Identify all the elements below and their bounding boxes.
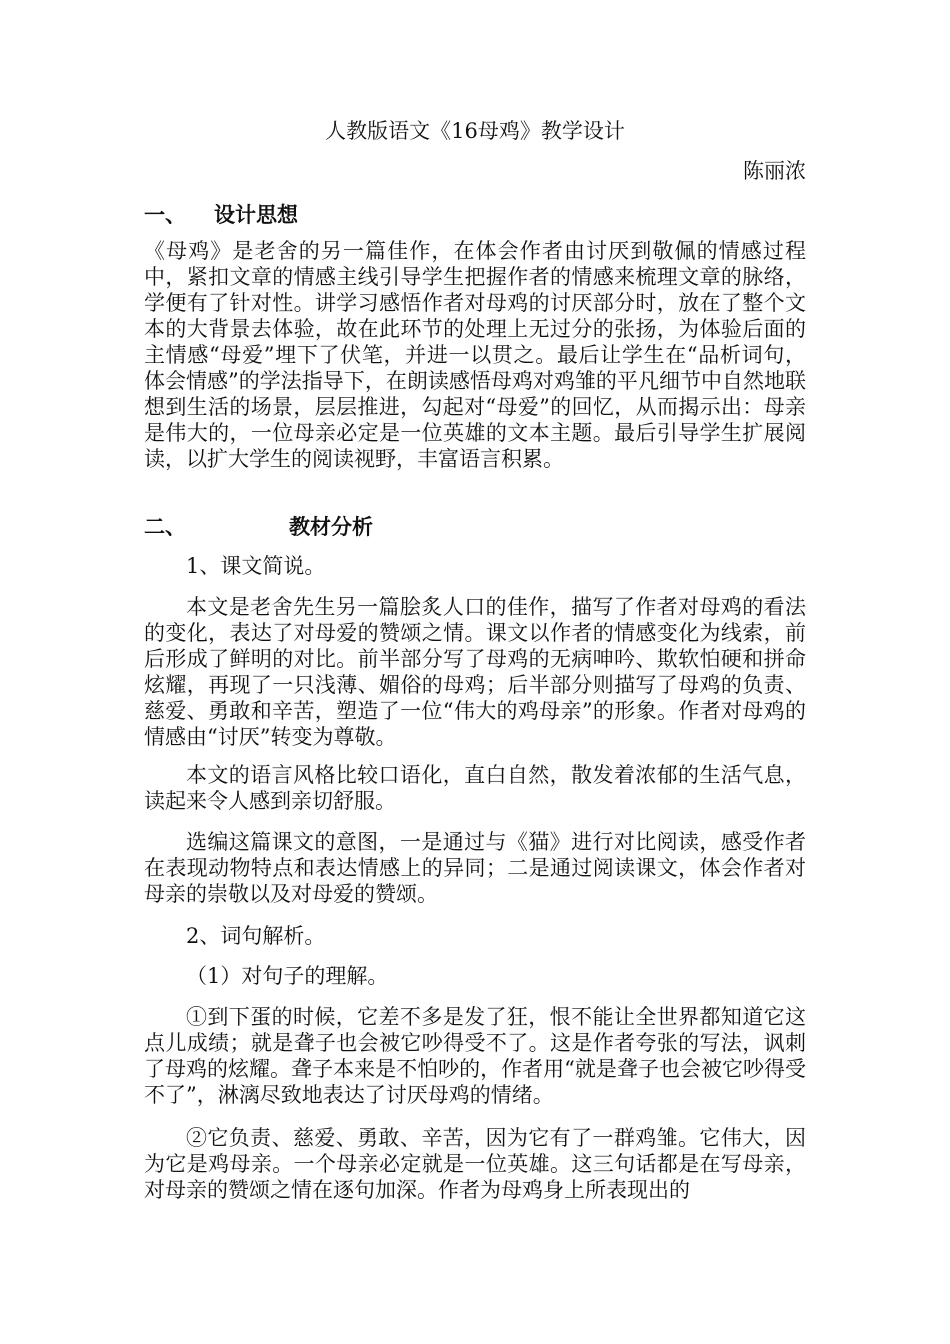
section-heading-1 [144,200,298,230]
paragraph-text-brief: 本文是老舍先生另一篇脍炙人口的佳作，描写了作者对母鸡的看法的变化，表达了对母爱的赞颂之情。课文以作者的情感变化为线索，前后形成了鲜明的对比。前半部分写了母鸡的无病呻吟、欺软怕硬和拼命炫耀，再现了一只浅薄、媚俗的母鸡；后半部分则描写了母鸡的负责、慈爱、勇敢和辛苦，塑造了一位“伟大的鸡母亲”的形象。作者对母鸡的情感由“讨厌”转变为尊敬。 [144,595,806,749]
subheading-text-brief: 1、课文简说。 [186,554,326,578]
author-name: 陈丽浓 [743,159,806,183]
subheading-word-analysis: 2、词句解析。 [186,924,326,948]
section-number-2: 二、 [144,514,186,539]
paragraph-language-style: 本文的语言风格比较口语化，直白自然，散发着浓郁的生活气息，读起来令人感到亲切舒服。 [144,763,806,813]
section-heading-2 [144,512,373,542]
section-number-1: 一、 [144,202,186,227]
section-title-2: 教材分析 [289,514,373,539]
analysis-item-2: ②它负责、慈爱、勇敢、辛苦，因为它有了一群鸡雏。它伟大，因为它是鸡母亲。一个母亲必定就是一位英雄。这三句话都是在写母亲，对母亲的赞颂之情在逐句加深。作者为母鸡身上所表现出的 [144,1126,806,1202]
document-title: 人教版语文《16母鸡》教学设计 [325,119,625,143]
paragraph-intent: 选编这篇课文的意图，一是通过与《猫》进行对比阅读，感受作者在表现动物特点和表达情感上的异同；二是通过阅读课文，体会作者对母亲的崇敬以及对母爱的赞颂。 [144,830,806,906]
paragraph-design-idea: 《母鸡》是老舍的另一篇佳作，在体会作者由讨厌到敬佩的情感过程中，紧扣文章的情感主线引导学生把握作者的情感来梳理文章的脉络，学便有了针对性。讲学习感悟作者对母鸡的讨厌部分时，放在了整个文本的大背景去体验，故在此环节的处理上无过分的张扬，为体验后面的主情感“母爱”埋下了伏笔，并进一以贯之。最后让学生在“品析词句，体会情感”的学法指导下，在朗读感悟母鸡对鸡雏的平凡细节中自然地联想到生活的场景，层层推进，勾起对“母爱”的回忆，从而揭示出：母亲是伟大的，一位母亲必定是一位英雄的文本主题。最后引导学生扩展阅读，以扩大学生的阅读视野，丰富语言积累。 [144,239,806,471]
section-title-1: 设计思想 [214,202,298,227]
analysis-item-1: ①到下蛋的时候，它差不多是发了狂，恨不能让全世界都知道它这点儿成绩；就是聋子也会被它吵得受不了。这是作者夸张的写法，讽刺了母鸡的炫耀。聋子本来是不怕吵的，作者用“就是聋子也会被它吵得受不了”，淋漓尽致地表达了讨厌母鸡的情绪。 [144,1005,806,1107]
subheading-sentence-understanding: （1）对句子的理解。 [186,964,389,988]
